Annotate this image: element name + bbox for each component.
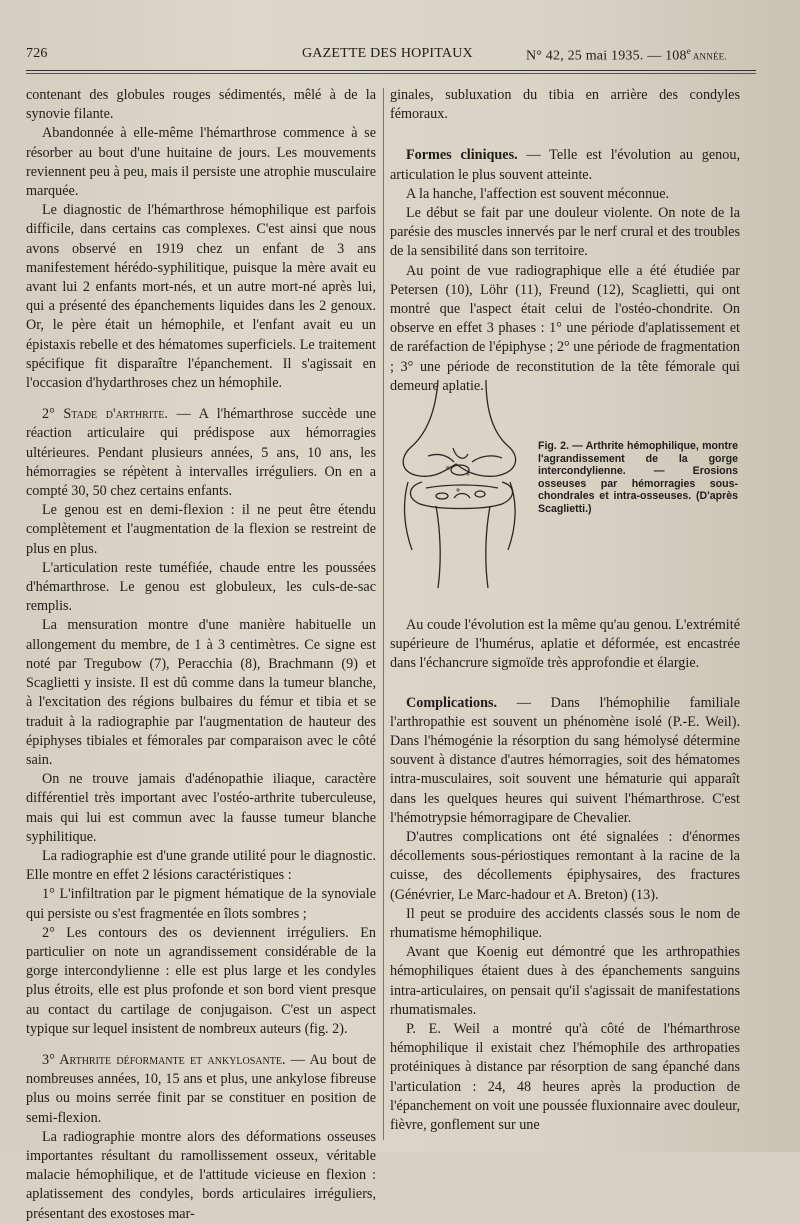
section-formes-cliniques	[390, 146, 740, 184]
paragraph: Il peut se produire des accidents classés sous le nom de rhumatisme hémophilique.	[390, 905, 740, 942]
section-text: — Au bout de nombreuses années, 10, 15 ans et plus, une ankylose fibreuse plus ou moins serrée finit par se constituer en position de semi-flexion.	[26, 1051, 376, 1126]
issue-main: N° 42, 25 mai 1935. — 108	[526, 48, 687, 64]
header-rule-secondary	[26, 73, 756, 74]
paragraph: 2° Les contours des os deviennent irréguliers. En particulier on note un agrandissement considérable de la gorge intercondylienne : elle est plus large et les condyles plus étroits, elle est plus profonde et son bord vient presque au contact du cartilage de conjugaison. C'est un aspect typique sur lequel insistent de nombreux auteurs (fig. 2).	[26, 924, 376, 1037]
paragraph: Abandonnée à elle-même l'hémarthrose commence à se résorber au bout d'une huitaine de jours. Les mouvements reviennent peu à peu, mais il persiste une atrophie musculaire marquée.	[26, 125, 376, 200]
section-stade-arthrite	[26, 405, 376, 501]
paragraph: 1° L'infiltration par le pigment hématique de la synoviale qui persiste ou s'est fragmentée en îlots sombres ;	[26, 886, 376, 922]
paragraph: ginales, subluxation du tibia en arrière des condyles fémoraux.	[390, 87, 740, 123]
section-arthrite-deformante	[26, 1051, 376, 1128]
left-column	[26, 86, 376, 1224]
journal-title: GAZETTE DES HOPITAUX	[302, 46, 473, 61]
paragraph: D'autres complications ont été signalées : d'énormes décollements sous-périostiques remontant à la racine de la cuisse, des décollements épiphysaires, des fractures (Génévrier, Le Marc-hadour et A. Breton) (13).	[390, 829, 740, 903]
paragraph: A la hanche, l'affection est souvent méconnue.	[406, 185, 670, 202]
page-number: 726	[26, 46, 48, 61]
issue-superscript: e	[686, 46, 691, 56]
paragraph: Au point de vue radiographique elle a été étudiée par Petersen (10), Löhr (11), Freund (12), Scaglietti, qui ont montré que l'aspect était celui de l'ostéo-chondrite. On observe en effet 3 phases : 1° une période d'aplatissement et de raréfaction de l'épiphyse ; 2° une période de fragmentation ; 3° une période de reconstitution de la tête fémorale qui demeure aplatie.	[390, 262, 740, 394]
issue-info	[526, 46, 727, 65]
issue-year-label: ANNÉE.	[690, 51, 727, 62]
paragraph: Le genou est en demi-flexion : il ne peut être étendu complètement et l'augmentation de la flexion se restreint de plus en plus.	[26, 502, 376, 557]
section-text: — A l'hémarthrose succède une réaction articulaire qui prédispose aux hémorragies ultérieures. Pendant plusieurs années, 5 ans, 10 ans, les hémorragies se répètent à intervalles irréguliers. On en a compté 30, 50 chez certains enfants.	[26, 406, 376, 500]
paragraph: On ne trouve jamais d'adénopathie iliaque, caractère différentiel très important avec l'ostéo-arthrite tuberculeuse, mais qui lui est commun avec la fausse tumeur blanche syphilitique.	[26, 771, 376, 845]
column-divider	[383, 88, 384, 1140]
right-column-bottom	[390, 616, 740, 1135]
knee-radiograph-figure	[398, 378, 528, 590]
paragraph: La mensuration montre d'une manière habituelle un allongement du membre, de 1 à 3 centimètres. Ce signe est noté par Tregubow (7), Peracchia (8), Brachmann (9) et Scaglietti y insiste. Il est dû comme dans la tumeur blanche, à l'excitation des régions bulbaires du fémur et tibia et se traduit à la radiographie par l'augmentation de hauteur des épiphyses tibiales et fémorales par comparaison avec le côté sain.	[26, 617, 376, 768]
paragraph: Au coude l'évolution est la même qu'au genou. L'extrémité supérieure de l'humérus, aplatie et déformée, est encastrée dans l'échancrure sigmoïde très approfondie et élargie.	[390, 617, 740, 672]
section-title: 3° Arthrite déformante et ankylosante.	[42, 1051, 286, 1068]
section-title: 2° Stade d'arthrite.	[42, 406, 168, 423]
paragraph: Le début se fait par une douleur violente. On note de la parésie des muscles innervés par le nerf crural et des troubles de la sensibilité dans son territoire.	[390, 205, 740, 260]
paragraph: Le diagnostic de l'hémarthrose hémophilique est parfois difficile, dans certains cas complexes. C'est ainsi que nous avons observé en 1919 chez un enfant de 3 ans manifestement hérédo-syphilitique, puisque la mère avait eu avant lui 2 enfants mort-nés, et un autre mort-né après lui, qui a présenté des épanchements liquides dans les 2 genoux. Or, le père était un hémophile, et l'enfant avait eu un épistaxis rebelle et des hématomes superficiels. Le traitement spécifique fit disparaître l'épanchement. Il s'agissait en l'occasion d'hydarthroses chez un hémophile.	[26, 202, 376, 392]
paragraph: L'articulation reste tuméfiée, chaude entre les poussées d'hémarthrose. Le genou est globuleux, les culs-de-sac remplis.	[26, 559, 376, 615]
running-header	[26, 46, 762, 68]
section-title: Formes cliniques.	[406, 147, 518, 164]
paragraph: La radiographie est d'une grande utilité pour le diagnostic. Elle montre en effet 2 lésions caractéristiques :	[26, 847, 376, 884]
paragraph: Avant que Koenig eut démontré que les arthropathies hémophiliques étaient dues à des épanchements sanguins intra-articulaires, on pensait qu'il s'agissait de manifestations rhumatismales.	[390, 944, 740, 1018]
right-column-top	[390, 86, 740, 396]
section-text: — Dans l'hémophilie familiale l'arthropathie est souvent un phénomène isolé (P.-E. Weil). Dans l'hémogénie la résorption du sang hémolysé détermine souvent à distance d'autres hémorragies, soit des hématomes intra-musculaires, soit souvent une hématurie qui apparaît dans les quelques heures qui suivent l'hémarthrose. C'est l'hémotrypsie hémorragipare de Chevalier.	[390, 694, 740, 826]
paragraph: contenant des globules rouges sédimentés, mêlé à de la synovie filante.	[26, 87, 376, 123]
figure-caption: Fig. 2. — Arthrite hémophilique, montre l'agrandissement de la gorge intercondylienne. — Erosions osseuses par hémorragies sous-chondrales et intra-osseuses. (D'après Scaglietti.)	[538, 440, 738, 515]
paragraph: P. E. Weil a montré qu'à côté de l'hémarthrose hémophilique il existait chez l'hémophile des arthropaties protéiniques à distance par résorption de sang épanché dans l'articulation : 24, 48 heures après la production de l'épanchement on voit une poussée fluxionnaire avec douleur, fièvre, gonflement sur une	[390, 1021, 740, 1134]
paragraph: La radiographie montre alors des déformations osseuses importantes résultant du ramollissement osseux, véritable malacie hémophilique, et de l'attitude vicieuse en flexion : aplatissement des condyles, bords articulaires irréguliers, présentant des exostoses mar-	[26, 1128, 376, 1222]
section-title: Complications.	[406, 694, 498, 711]
section-text: — Telle est l'évolution au genou, articulation le plus souvent atteinte.	[390, 147, 740, 183]
header-rule	[26, 70, 756, 71]
section-complications	[390, 694, 740, 828]
